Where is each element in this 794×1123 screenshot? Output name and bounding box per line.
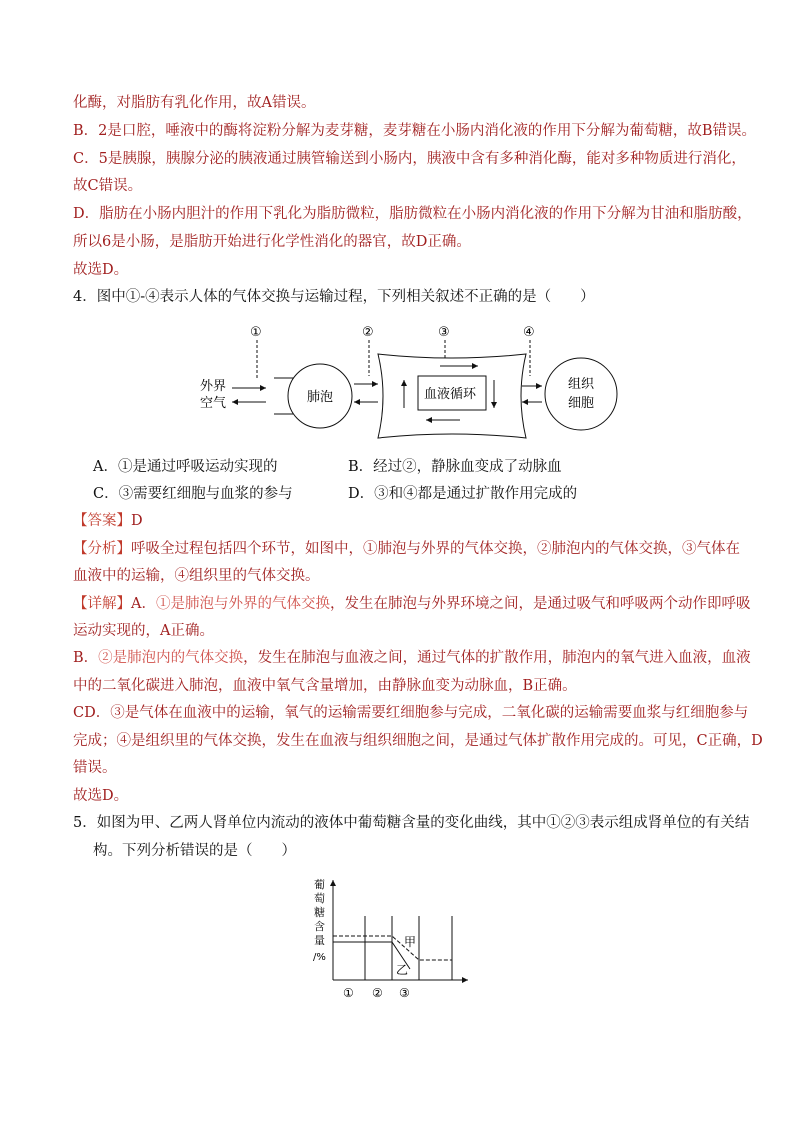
question-4-stem: 4．图中①-④表示人体的气体交换与运输过程，下列相关叙述不正确的是（ ） — [73, 289, 595, 305]
y-label-char-4: 含 — [314, 920, 325, 933]
x-marker-2: ② — [372, 986, 383, 1000]
outside-air-label-2: 空气 — [200, 396, 227, 411]
y-label-char-5: 量 — [314, 934, 325, 947]
curve-jia-label: 甲 — [404, 935, 417, 949]
detail-a-line-2: 运动实现的，A正确。 — [73, 623, 214, 639]
gas-exchange-diagram — [0, 318, 794, 448]
text-line-5: D．脂肪在小肠内胆汁的作用下乳化为脂肪微粒，脂肪微粒在小肠内消化液的作用下分解为甘油和脂肪酸， — [73, 206, 752, 222]
marker-4: ④ — [523, 325, 535, 340]
marker-2: ② — [362, 325, 374, 340]
detail-b-rest: ，发生在肺泡与血液之间，通过气体的扩散作用，肺泡内的氧气进入血液，血液 — [243, 650, 751, 666]
alveolus-label: 肺泡 — [307, 390, 334, 405]
detail-b-line-2: 中的二氧化碳进入肺泡，血液中氧气含量增加，由静脉血变为动脉血，B正确。 — [73, 678, 577, 694]
question-5-stem-1: 5．如图为甲、乙两人肾单位内流动的液体中葡萄糖含量的变化曲线，其中①②③表示组成肾单位的有关结 — [73, 815, 750, 831]
detail-cd-line-3: 错误。 — [73, 760, 117, 776]
text-line-1: 化酶，对脂肪有乳化作用，故A错误。 — [73, 95, 316, 111]
analysis-text-1: 呼吸全过程包括四个环节，如图中，①肺泡与外界的气体交换，②肺泡内的气体交换，③气体在 — [131, 541, 740, 557]
analysis-line-1 — [73, 539, 740, 559]
marker-3: ③ — [438, 325, 450, 340]
final-answer-line: 故选D。 — [73, 788, 129, 804]
detail-tag: 【详解】 — [73, 596, 131, 612]
option-d: D．③和④都是通过扩散作用完成的 — [348, 486, 578, 502]
curve-yi-label: 乙 — [396, 963, 409, 977]
answer-line — [73, 511, 143, 531]
y-label-char-6: /% — [313, 952, 326, 963]
marker-1: ① — [250, 325, 262, 340]
x-marker-1: ① — [343, 986, 354, 1000]
tissue-cell-label-1: 组织 — [568, 377, 595, 392]
circulation-label: 血液循环 — [424, 387, 477, 402]
detail-b-line-1 — [73, 648, 751, 668]
y-label-char-1: 葡 — [314, 878, 325, 891]
y-label-char-3: 糖 — [314, 906, 325, 919]
option-a: A．①是通过呼吸运动实现的 — [93, 459, 278, 475]
text-line-6: 所以6是小肠，是脂肪开始进行化学性消化的器官，故D正确。 — [73, 234, 471, 250]
glucose-chart — [0, 872, 794, 1002]
option-b: B．经过②，静脉血变成了动脉血 — [348, 459, 562, 475]
option-c: C．③需要红细胞与血浆的参与 — [93, 486, 293, 502]
tissue-cell-circle — [545, 358, 617, 430]
detail-cd-line-1: CD．③是气体在血液中的运输，氧气的运输需要红细胞参与完成，二氧化碳的运输需要血浆与红细胞参与 — [73, 705, 749, 721]
answer-value: D — [131, 513, 143, 529]
analysis-line-2: 血液中的运输，④组织里的气体交换。 — [73, 568, 320, 584]
question-5-stem-2: 构。下列分析错误的是（ ） — [93, 843, 296, 859]
x-marker-3: ③ — [399, 986, 410, 1000]
tissue-cell-label-2: 细胞 — [568, 396, 595, 411]
detail-b-highlight: ②是肺泡内的气体交换 — [98, 650, 244, 666]
y-label-char-2: 萄 — [314, 892, 325, 905]
detail-a-prefix: A． — [131, 596, 156, 612]
text-line-7: 故选D。 — [73, 262, 129, 278]
detail-cd-line-2: 完成；④是组织里的气体交换，发生在血液与组织细胞之间，是通过气体扩散作用完成的。可见，C正确，D — [73, 733, 763, 749]
text-line-4: 故C错误。 — [73, 178, 143, 194]
text-line-3: C．5是胰腺，胰腺分泌的胰液通过胰管输送到小肠内，胰液中含有多种消化酶，能对多种物质进行消化， — [73, 151, 746, 167]
detail-a-highlight: ①是肺泡与外界的气体交换 — [155, 596, 330, 612]
analysis-tag: 【分析】 — [73, 541, 131, 557]
answer-tag: 【答案】 — [73, 513, 131, 529]
detail-a-line-1 — [73, 594, 750, 614]
detail-a-rest: ，发生在肺泡与外界环境之间，是通过吸气和呼吸两个动作即呼吸 — [329, 596, 751, 612]
detail-b-prefix: B． — [73, 650, 99, 666]
text-line-2: B．2是口腔，唾液中的酶将淀粉分解为麦芽糖，麦芽糖在小肠内消化液的作用下分解为葡萄糖，故B错误。 — [73, 123, 757, 139]
outside-air-label-1: 外界 — [200, 379, 227, 394]
